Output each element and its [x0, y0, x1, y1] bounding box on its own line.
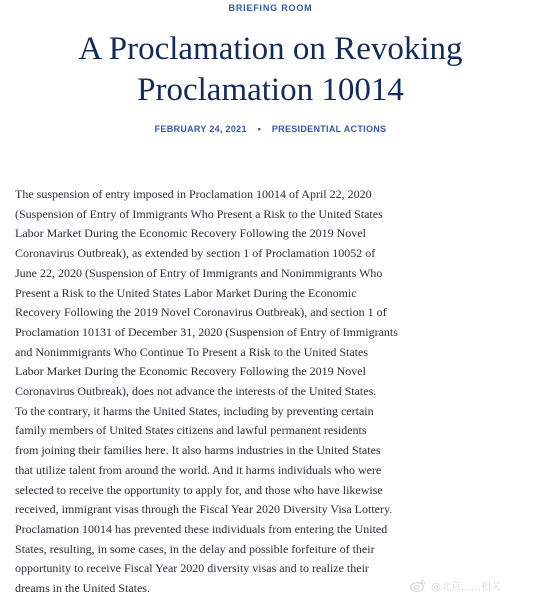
article-paragraph: The suspension of entry imposed in Proclamation 10014 of April 22, 2020 (Suspension of Entry of Immigrants Who Present a Risk to the United States Labor Market During the Economic Recovery Following the 2019 Novel Coronavirus Outbreak), as extended by section 1 of Proclamation 10052 of June 22, 2020 (Suspension of Entry of Immigrants and Nonimmigrants Who Present a Risk to the United States Labor Market During the Economic Recovery Following the 2019 Novel Coronavirus Outbreak), and section 1 of Proclamation 10131 of December 31, 2020 (Suspension of Entry of Immigrants and Nonimmigrants Who Continue To Present a Risk to the United States Labor Market During the Economic Recovery Following the 2019 Novel Coronavirus Outbreak), does not advance the interests of the United States. To the contrary, it harms the United States, including by preventing certain family members of United States citizens and lawful permanent residents from joining their families here. It also harms industries in the United States that utilize talent from around the world. And it harms individuals who were selected to receive the opportunity to apply for, and those who have likewise received, immigrant visas through the Fiscal Year 2020 Diversity Visa Lottery. Proclamation 10014 has prevented these individuals from entering the United States, resulting, in some cases, in the delay and possible forfeiture of their opportunity to receive Fiscal Year 2020 diversity visas and to realize their dreams in the United States. — [15, 187, 398, 596]
watermark-text: @北京……相关 — [431, 582, 501, 593]
article-meta — [0, 124, 541, 134]
watermark — [410, 578, 501, 593]
bottom-fade — [0, 601, 541, 607]
meta-separator: • — [257, 124, 262, 134]
page-title: A Proclamation on Revoking Proclamation 10014 — [78, 31, 463, 108]
briefing-room-link[interactable]: BRIEFING ROOM — [228, 3, 313, 13]
weibo-logo-icon — [410, 579, 426, 592]
category-link[interactable]: PRESIDENTIAL ACTIONS — [271, 124, 387, 134]
publish-date: FEBRUARY 24, 2021 — [154, 124, 247, 134]
